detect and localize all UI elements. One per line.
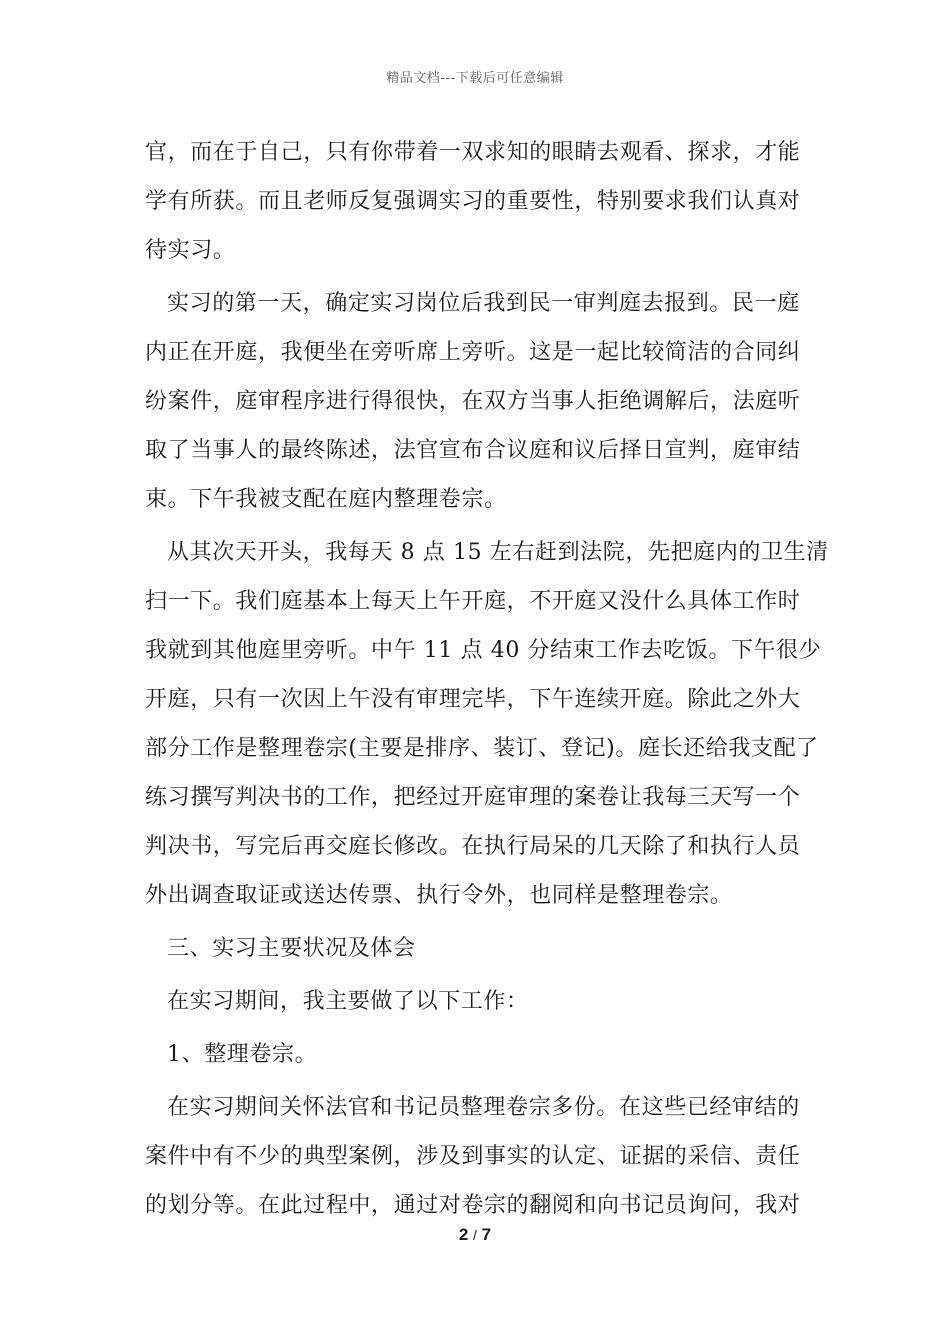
- text-line: 官，而在于自己，只有你带着一双求知的眼睛去观看、探求，才能: [145, 140, 801, 165]
- text-line: 取了当事人的最终陈述，法官宣布合议庭和议后择日宣判，庭审结: [145, 438, 801, 463]
- paragraph: [145, 977, 809, 1026]
- document-body: [145, 128, 829, 1230]
- text-line: 部分工作是整理卷宗(主要是排序、装订、登记)。庭长还给我支配了: [145, 736, 819, 761]
- text-line: 案件中有不少的典型案例，涉及到事实的认定、证据的采信、责任: [145, 1144, 801, 1169]
- text-line: 纷案件，庭审程序进行得很快，在双方当事人拒绝调解后，法庭听: [145, 389, 801, 414]
- text-line: 我就到其他庭里旁听。中午 11 点 40 分结束工作去吃饭。下午很少: [145, 638, 822, 663]
- text-line: 实习的第一天，确定实习岗位后我到民一审判庭去报到。民一庭: [167, 291, 800, 316]
- page-header: 精品文档---下载后可任意编辑: [386, 71, 564, 86]
- section-heading: [145, 924, 809, 973]
- text-line: 判决书，写完后再交庭长修改。在执行局呆的几天除了和执行人员: [145, 834, 801, 859]
- paragraph: [145, 528, 829, 920]
- page-separator: /: [473, 1227, 477, 1243]
- text-line: 的划分等。在此过程中，通过对卷宗的翻阅和向书记员询问，我对: [145, 1193, 801, 1218]
- paragraph: [145, 128, 809, 275]
- paragraph: [145, 1083, 809, 1230]
- page-number: [0, 1225, 950, 1245]
- text-line: 练习撰写判决书的工作，把经过开庭审理的案卷让我每三天写一个: [145, 785, 801, 810]
- text-line: 学有所获。而且老师反复强调实习的重要性，特别要求我们认真对: [145, 189, 801, 214]
- text-line: 在实习期间，我主要做了以下工作：: [167, 989, 529, 1014]
- text-line: 三、实习主要状况及体会: [167, 936, 416, 961]
- text-line: 1、整理卷宗。: [167, 1042, 318, 1067]
- paragraph: [145, 279, 809, 524]
- text-line: 扫一下。我们庭基本上每天上午开庭，不开庭又没什么具体工作时: [145, 589, 801, 614]
- text-line: 待实习。: [145, 238, 236, 263]
- page-current: 2: [458, 1225, 469, 1244]
- numbered-item: [145, 1030, 809, 1079]
- text-line: 外出调查取证或送达传票、执行令外，也同样是整理卷宗。: [145, 883, 733, 908]
- text-line: 在实习期间关怀法官和书记员整理卷宗多份。在这些已经审结的: [167, 1095, 800, 1120]
- text-line: 束。下午我被支配在庭内整理卷宗。: [145, 487, 507, 512]
- text-line: 内正在开庭，我便坐在旁听席上旁听。这是一起比较简洁的合同纠: [145, 340, 801, 365]
- page-total: 7: [481, 1225, 492, 1244]
- text-line: 从其次天开头，我每天 8 点 15 左右赶到法院，先把庭内的卫生清: [167, 540, 829, 565]
- text-line: 开庭，只有一次因上午没有审理完毕，下午连续开庭。除此之外大: [145, 687, 801, 712]
